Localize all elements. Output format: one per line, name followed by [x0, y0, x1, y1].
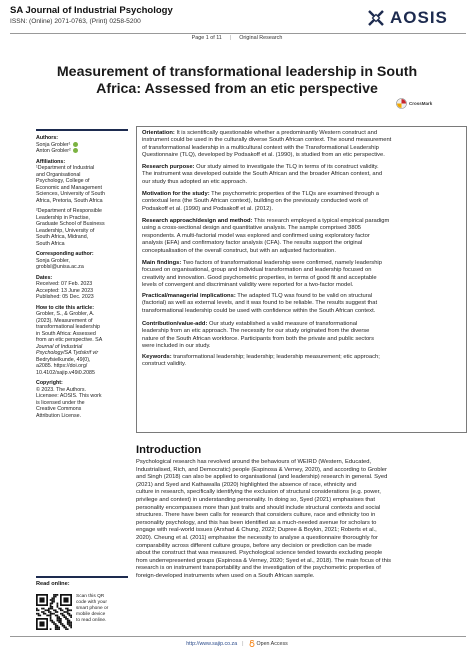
title-line: Africa: Assessed from an etic perspective [96, 81, 378, 97]
read-online-rule [36, 576, 128, 578]
affiliation-line: South Africa, Midrand, [36, 234, 89, 240]
body-line: comparability across different culture groups, before any decision or prediction can be made [136, 542, 372, 549]
copyright-line: is licensed under the [36, 399, 85, 406]
dates-heading: Dates: [36, 274, 53, 281]
citation-line: Bedryfsielkunde, 49(0), [36, 356, 91, 363]
affiliation-line: Economic and Management [36, 184, 102, 191]
abstract-text: conceptualisation of the overall construct, but with an adjusted factorisation. [142, 247, 336, 254]
abstract-label: Main findings: [142, 260, 182, 266]
abstract-text: of transformational leadership in a multicultural context with the Transformational Leadership [142, 144, 379, 151]
author-name: Sonja Grobler¹ [36, 142, 128, 149]
abstract-text: instrument could be used in the culturally diverse South African context. The sound measurement [142, 137, 392, 144]
crossmark-label: CrossMark [409, 101, 433, 106]
copyright-line: Creative Commons [36, 406, 82, 412]
body-line: 2020). Cheung et al. (2011) emphasise the necessity to analyse a questionnaire thoroughly for [136, 534, 378, 541]
body-line: foreign-developed instruments when used on a South African sample. [136, 572, 315, 579]
abstract-label: Orientation: [142, 130, 175, 136]
abstract-text: focused on organisational, group and individual transformation and leadership focused on [142, 267, 372, 274]
citation-line: in South Africa: Assessed [36, 330, 96, 337]
citation-doi-line[interactable]: a2085. https://doi.org/ [36, 363, 88, 369]
affiliation-line: Sciences, University of South [36, 191, 105, 197]
page-number: Page 1 of 11 [191, 35, 222, 41]
abstract-text: levels of convergent and discriminant validity were reported for a two-factor model. [142, 282, 354, 289]
citation-line: Grobler, S., & Grobler, A. [36, 311, 95, 317]
abstract-text: leadership from an etic approach. The necessity for our study originated from the diverse [142, 328, 370, 335]
abstract-box [136, 126, 467, 433]
qr-instructions [76, 594, 108, 624]
citation-line: Journal of Industrial [36, 343, 83, 350]
introduction-heading: Introduction [136, 444, 202, 456]
open-access-icon [249, 640, 255, 647]
article-sidebar [36, 129, 128, 423]
body-line: research is on instrument transportability and the investigation of the psychometric properties of [136, 565, 381, 572]
corresponding-author-block [36, 251, 128, 271]
abstract-motivation [142, 191, 379, 213]
abstract-text: creativity and innovation. Good psychometric properties, in terms of good fit and acceptable [142, 274, 377, 281]
body-line: structures. There have been calls for research that considers culture, race and ethnicity too in [136, 512, 376, 519]
body-line: culture in research, specifically identifying the exclusion of structural considerations (e.g. power, [136, 489, 381, 496]
copyright-line: Licensee: AOSIS. This work [36, 393, 102, 399]
title-line: Measurement of transformational leadership in South [56, 64, 418, 80]
abstract-text: It is scientifically questionable whether a predominantly Western construct and [174, 130, 378, 136]
affiliations-heading: Affiliations: [36, 158, 66, 165]
corresponding-email[interactable]: groblsl@unisa.ac.za [36, 264, 84, 270]
page-info-separator: | [229, 35, 232, 41]
orcid-icon[interactable] [73, 142, 78, 147]
abstract-text: Two factors of transformational leadership were confirmed, namely leadership [181, 260, 382, 266]
citation-line: Psychology/SA Tydskrif vir [36, 350, 99, 356]
dates-block [36, 275, 128, 301]
corresponding-name: Sonja Grobler, [36, 257, 70, 264]
abstract-text: The adapted TLQ was found to be valid on structural [235, 293, 373, 299]
header-divider [10, 33, 466, 34]
affiliation-line: South Africa [36, 240, 65, 247]
crossmark-icon [396, 98, 407, 109]
body-line: engage with real-world issues (Arshad & Chung, 2022; Dupree & Boykin, 2021; Roberts et al., [136, 527, 377, 534]
abstract-approach [142, 218, 389, 255]
issn-text: ISSN: (Online) 2071-0763, (Print) 0258-5200 [10, 18, 141, 25]
qr-code-icon[interactable] [36, 594, 72, 630]
abstract-text: analysis (EFA) and confirmatory factor analysis (CFA). The results support the original [142, 240, 363, 247]
copyright-heading: Copyright: [36, 380, 63, 386]
abstract-label: Research purpose: [142, 164, 195, 170]
article-title [30, 64, 444, 98]
read-online-heading: Read online: [36, 581, 70, 587]
authors-block [36, 135, 128, 155]
citation-line: transformational leadership [36, 324, 100, 330]
page-footer [0, 640, 474, 647]
how-to-cite-heading: How to cite this article: [36, 304, 94, 311]
affiliation-2-block [36, 208, 128, 247]
corresponding-heading: Corresponding author: [36, 251, 94, 257]
abstract-text: This research employed a typical empirical paradigm [252, 218, 390, 224]
read-online-block [36, 576, 128, 623]
affiliation-line: Leadership, University of [36, 227, 95, 234]
abstract-keywords [142, 354, 380, 369]
body-line: personality encompasses more than just traits and should include structural contexts and social [136, 504, 381, 511]
abstract-text: contextual lens (the South African context), building on the previously conducted work of [142, 198, 368, 205]
abstract-text: using a cross-sectional design and quantitative analysis. The sample comprised 3805 [142, 225, 362, 232]
abstract-text: The psychometric properties of the TLQs are examined through a [209, 191, 379, 197]
crossmark-badge[interactable] [396, 98, 432, 109]
abstract-implications [142, 293, 377, 315]
abstract-text: nature of the South African workforce. Participants from both the private and public sectors [142, 335, 374, 342]
qr-text-line: to read online. [76, 617, 107, 623]
abstract-text: Our study established a valid measure of transformational [207, 321, 358, 327]
abstract-label: Keywords: [142, 354, 172, 360]
abstract-text: respondents. A multi-factorial model was explored and confirmed using exploratory factor [142, 232, 370, 239]
affiliation-line: Graduate School of Business [36, 221, 105, 227]
affiliations-block [36, 159, 128, 205]
affiliation-line: and Organisational [36, 171, 81, 178]
abstract-label: Contribution/value-add: [142, 321, 208, 327]
abstract-label: Research approach/design and method: [142, 218, 253, 224]
citation-doi-line[interactable]: 10.4102/sajip.v49i0.2085 [36, 369, 95, 376]
body-line: (2021) and Syed and Kathawalla (2020) highlighted the absence of race, ethnicity and [136, 481, 357, 488]
qr-text-line: Scan this QR [76, 594, 105, 599]
footer-divider [10, 636, 466, 637]
abstract-text: Questionnaire (TLQ), developed by Podsakoff et al. (1990), is studied from an etic perspective. [142, 152, 385, 159]
body-line: personality psychology, and this has been identified as a much-needed avenue for scholars to [136, 519, 377, 526]
introduction-body [136, 459, 467, 581]
abstract-text: transformational leadership; leadership; leadership measurement; etic approach; [171, 354, 380, 360]
logo-text: AOSIS [390, 8, 448, 27]
abstract-text: Podsakoff et al. (1990) and Podsakoff et al. (2012). [142, 205, 273, 212]
article-type: Original Research [239, 35, 283, 41]
open-access-label[interactable]: Open Access [256, 640, 288, 647]
copyright-line: Attribution License. [36, 412, 82, 419]
qr-text-line: mobile device [76, 611, 106, 617]
abstract-contribution [142, 321, 374, 351]
qr-text-line: code with your [76, 599, 107, 605]
date-received: Received: 07 Feb. 2023 [36, 281, 93, 287]
journal-url-link[interactable]: http://www.sajip.co.za [186, 640, 238, 647]
citation-line: (2023). Measurement of [36, 317, 93, 324]
author-name: Anton Grobler² [36, 148, 128, 155]
publisher-logo[interactable] [366, 8, 448, 28]
citation-line: from an etic perspective. SA [36, 337, 103, 343]
body-line: about the construct that was measured. Psychological science tended towards excluding people [136, 550, 383, 557]
abstract-main-findings [142, 260, 382, 290]
orcid-icon[interactable] [73, 148, 78, 153]
abstract-text: transformational leadership could be used with confidence within the South African context. [142, 307, 376, 314]
copyright-block [36, 380, 128, 419]
aosis-logo-icon [366, 8, 386, 28]
abstract-text: The instrument was developed outside the South African and the broader African context, and [142, 171, 383, 178]
affiliation-line: ¹Department of Industrial [36, 165, 95, 171]
qr-text-line: smart phone or [76, 605, 109, 611]
abstract-label: Motivation for the study: [142, 191, 210, 197]
affiliation-line: ²Department of Responsible [36, 208, 102, 214]
authors-heading: Authors: [36, 135, 59, 141]
abstract-research-purpose [142, 164, 382, 186]
copyright-line: © 2023. The Authors. [36, 386, 87, 393]
body-line: and Singh (2018) can also be applied to organisational (and leadership) research in general. Syed [136, 474, 388, 481]
journal-name: SA Journal of Industrial Psychology [10, 5, 173, 16]
abstract-text: (factorial) as well as external levels, and it was found to be reliable. The results suggest that [142, 300, 378, 307]
how-to-cite-block [36, 305, 128, 377]
abstract-text: construct validity. [142, 361, 187, 368]
abstract-orientation [142, 130, 391, 160]
page-info-bar [0, 35, 474, 45]
body-line: Industrialised, Rich, and Democratic) people (Espinosa & Verney, 2020), and according to Grobler [136, 466, 387, 473]
abstract-text: Our study aimed to investigate the TLQ in terms of its construct validity. [194, 164, 379, 170]
abstract-label: Practical/managerial implications: [142, 293, 236, 299]
footer-separator: | [242, 640, 244, 647]
sidebar-rule [36, 129, 128, 131]
affiliation-line: Psychology, College of [36, 178, 90, 184]
affiliation-line: Leadership in Practise, [36, 214, 90, 221]
body-line: privilege and context) in understanding personality. In doing so, Syed (2021) emphasises that [136, 496, 375, 503]
date-accepted: Accepted: 13 June 2023 [36, 287, 94, 294]
abstract-text: our study thus adopted an etic approach. [142, 178, 248, 185]
abstract-text: were included in our study. [142, 343, 211, 350]
body-line: from underrepresented groups (Espinosa & Verney, 2020; Syed et al., 2018). The main focus of this [136, 557, 391, 564]
affiliation-line: Africa, Pretoria, South Africa [36, 197, 103, 204]
body-line: Psychological research has revolved around the behaviours of WEIRD (Western, Educated, [136, 459, 372, 465]
date-published: Published: 05 Dec. 2023 [36, 294, 94, 300]
